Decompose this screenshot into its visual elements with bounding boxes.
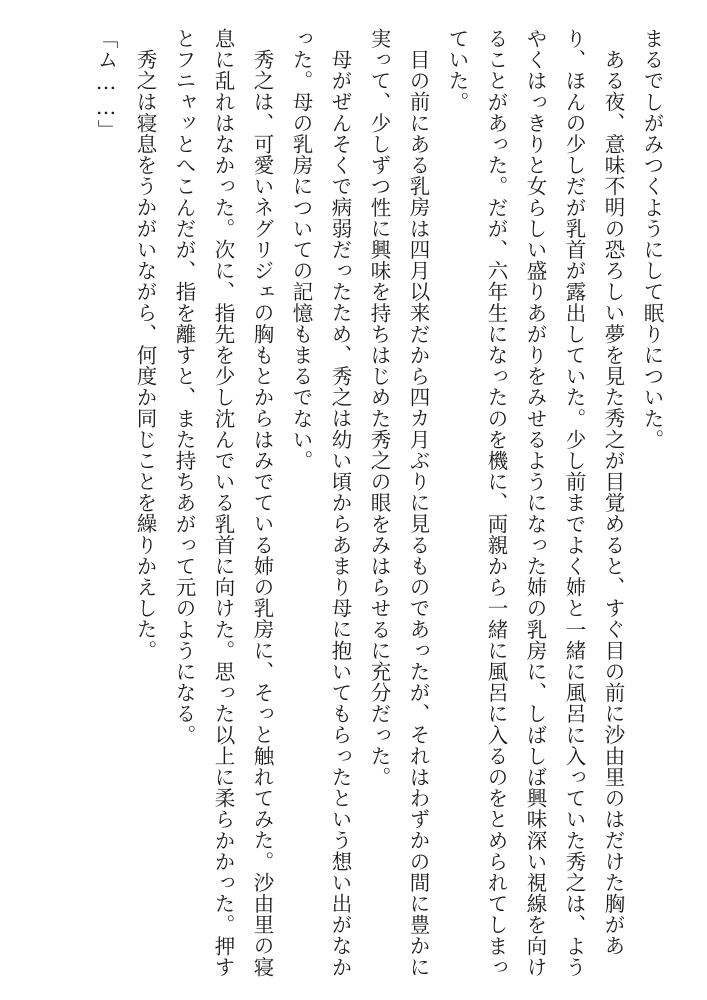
paragraph: 「ム……」 (94, 28, 118, 141)
vertical-text-body (31, 28, 671, 978)
paragraph: 秀之は寝息をうかがいながら、何度か同じことを繰りかえした。 (133, 48, 157, 661)
paragraph: ある夜、意味不明の恐ろしい夢を見た秀之が目覚めると、すぐ目の前に沙由里のはだけた胸があり、ほんの少しだが乳首が露出していた。少し前までよく姉と一緒に風呂に入っていた秀之は、ようやくはっきりと女らしい盛りあがりをみせるようになった姉の乳房に、しばしば興味深い視線を向けることがあった。だが、六年生になったのを機に、両親から一緒に風呂に入るのをとめられてしまっていた。 (445, 28, 625, 978)
paragraph: 目の前にある乳房は四月以来だから四カ月ぶりに見るものであったが、それはわずかの間に豊かに実って、少しずつ性に興味を持ちはじめた秀之の眼をみはらせるに充分だった。 (367, 28, 430, 977)
paragraph: まるでしがみつくようにして眠りについた。 (640, 28, 664, 450)
paragraph: 秀之は、可愛いネグリジェの胸もとからはみでている姉の乳房に、そっと触れてみた。沙由里の寝息に乱れはなかった。次に、指先を少し沈んでいる乳首に向けた。思った以上に柔らかかった。押すとフニャッとへこんだが、指を離すと、また持ちあがって元のようになる。 (172, 28, 274, 978)
paragraph: 母がぜんそくで病弱だったため、秀之は幼い頃からあまり母に抱いてもらったという想い出がなかった。母の乳房についての記憶もまるでない。 (289, 28, 352, 977)
